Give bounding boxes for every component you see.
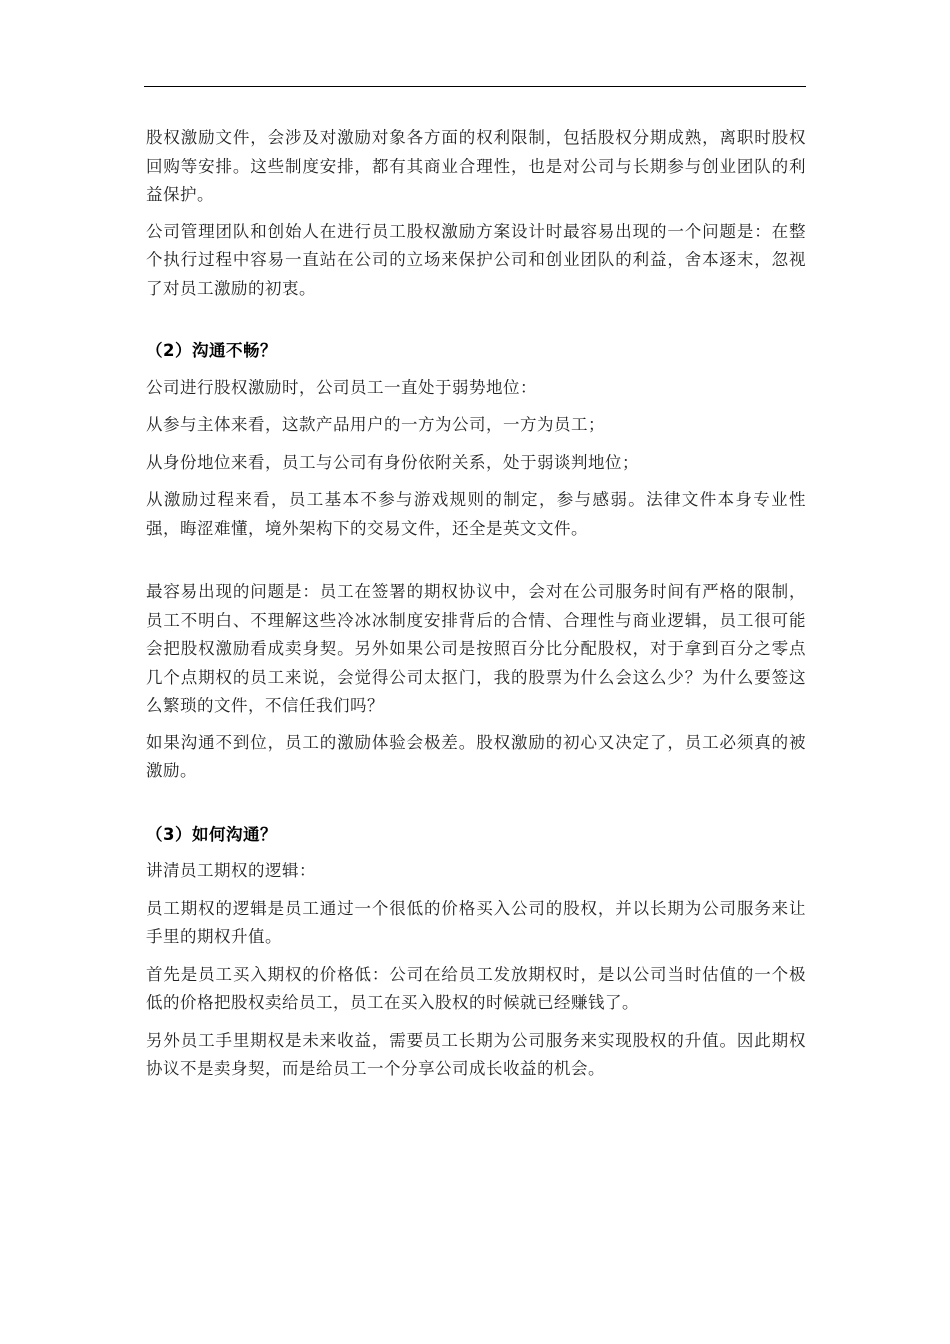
section-heading: （3）如何沟通？	[146, 824, 277, 844]
paragraph: 从激励过程来看，员工基本不参与游戏规则的制定，参与感弱。法律文件本身专业性强，晦涩难懂，境外架构下的交易文件，还全是英文文件。	[146, 490, 806, 538]
paragraph: 最容易出现的问题是：员工在签署的期权协议中，会对在公司服务时间有严格的限制，员工不明白、不理解这些冷冰冰制度安排背后的合情、合理性与商业逻辑，员工很可能会把股权激励看成卖身契。另外如果公司是按照百分比分配股权，对于拿到百分之零点几个点期权的员工来说，会觉得公司太抠门，我的股票为什么会这么少？为什么要签这么繁琐的文件，不信任我们吗？	[146, 582, 806, 715]
paragraph: 从参与主体来看，这款产品用户的一方为公司，一方为员工；	[146, 415, 605, 434]
paragraph: 股权激励文件，会涉及对激励对象各方面的权利限制，包括股权分期成熟，离职时股权回购等安排。这些制度安排，都有其商业合理性，也是对公司与长期参与创业团队的利益保护。	[146, 128, 806, 204]
header-rule	[144, 86, 806, 87]
paragraph: 首先是员工买入期权的价格低：公司在给员工发放期权时，是以公司当时估值的一个极低的价格把股权卖给员工，员工在买入股权的时候就已经赚钱了。	[146, 964, 806, 1012]
paragraph: 公司管理团队和创始人在进行员工股权激励方案设计时最容易出现的一个问题是：在整个执行过程中容易一直站在公司的立场来保护公司和创业团队的利益，舍本逐末，忽视了对员工激励的初衷。	[146, 221, 806, 298]
section-heading: （2）沟通不畅？	[146, 341, 277, 360]
paragraph: 讲清员工期权的逻辑：	[146, 861, 316, 880]
paragraph: 员工期权的逻辑是员工通过一个很低的价格买入公司的股权，并以长期为公司服务来让手里的期权升值。	[146, 898, 806, 946]
paragraph: 公司进行股权激励时，公司员工一直处于弱势地位：	[146, 377, 537, 397]
paragraph: 如果沟通不到位，员工的激励体验会极差。股权激励的初心又决定了，员工必须真的被激励。	[146, 732, 806, 780]
paragraph: 另外员工手里期权是未来收益，需要员工长期为公司服务来实现股权的升值。因此期权协议不是卖身契，而是给员工一个分享公司成长收益的机会。	[146, 1030, 806, 1078]
paragraph: 从身份地位来看，员工与公司有身份依附关系，处于弱谈判地位；	[146, 452, 639, 472]
document-body	[146, 124, 806, 1084]
